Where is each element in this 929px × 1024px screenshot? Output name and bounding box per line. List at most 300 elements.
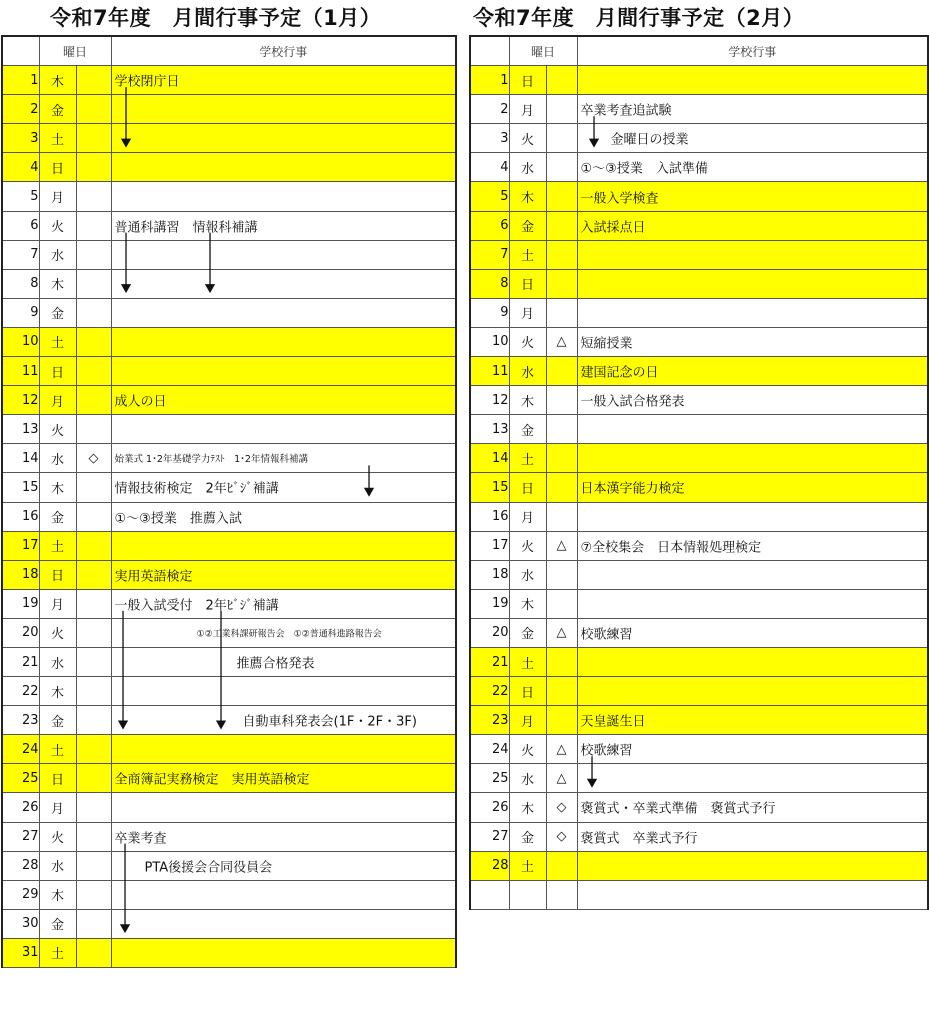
- event-cell: [111, 764, 456, 793]
- table-row: [2, 735, 456, 764]
- day-number: 9: [470, 298, 509, 327]
- weekday-cell: 金: [39, 502, 76, 531]
- day-number: 30: [2, 909, 39, 938]
- day-number: 19: [470, 589, 509, 618]
- mark-cell: [76, 822, 111, 851]
- mark-cell: [546, 706, 577, 735]
- weekday-cell: 土: [39, 327, 76, 356]
- event-text: 建国記念の日: [580, 365, 659, 381]
- day-number: 1: [2, 66, 39, 95]
- event-text: 自動車科発表会(1F・2F・3F): [242, 714, 417, 730]
- event-cell: [111, 706, 456, 735]
- mark-cell: [546, 66, 577, 95]
- event-text: 卒業考査追試験: [580, 103, 672, 119]
- event-cell: [577, 851, 928, 880]
- weekday-cell: 日: [39, 560, 76, 589]
- table-row: [2, 880, 456, 909]
- mark-cell: [546, 851, 577, 880]
- mark-cell: [546, 124, 577, 153]
- table-row: [470, 764, 928, 793]
- event-cell: [111, 909, 456, 938]
- mark-cell: [546, 269, 577, 298]
- day-number: 14: [2, 444, 39, 473]
- day-number: 28: [470, 851, 509, 880]
- table-row: [470, 677, 928, 706]
- weekday-header: 曜日: [39, 36, 111, 66]
- event-cell: [577, 560, 928, 589]
- day-number: 11: [2, 357, 39, 386]
- event-cell: [111, 851, 456, 880]
- event-cell: [577, 327, 928, 356]
- weekday-cell: 水: [509, 560, 546, 589]
- event-cell: [111, 182, 456, 211]
- weekday-cell: 日: [39, 764, 76, 793]
- table-row: [470, 444, 928, 473]
- weekday-cell: 水: [39, 444, 76, 473]
- event-text: ⑦全校集会 日本情報処理検定: [580, 540, 762, 556]
- weekday-cell: 月: [39, 386, 76, 415]
- mark-cell: [76, 706, 111, 735]
- mark-cell: △: [546, 531, 577, 560]
- weekday-cell: 日: [509, 473, 546, 502]
- event-cell: [111, 735, 456, 764]
- table-row: [2, 531, 456, 560]
- mark-cell: [76, 793, 111, 822]
- mark-cell: △: [546, 327, 577, 356]
- event-cell: [577, 735, 928, 764]
- table-row: [470, 327, 928, 356]
- table-row: [470, 560, 928, 589]
- weekday-cell: 月: [39, 589, 76, 618]
- weekday-cell: 日: [39, 153, 76, 182]
- event-text: 一般入学検査: [580, 191, 659, 207]
- event-text: ①～③授業 推薦入試: [114, 511, 242, 527]
- table-row: [2, 473, 456, 502]
- day-number: 12: [470, 386, 509, 415]
- event-cell: [111, 415, 456, 444]
- weekday-cell: [509, 880, 546, 909]
- event-cell: [577, 531, 928, 560]
- table-row: [2, 618, 456, 647]
- weekday-cell: 水: [509, 357, 546, 386]
- table-row: [470, 880, 928, 909]
- day-number: 13: [2, 415, 39, 444]
- day-number: 22: [470, 677, 509, 706]
- day-number: 26: [470, 793, 509, 822]
- table-row: [2, 822, 456, 851]
- mark-cell: [76, 357, 111, 386]
- day-number: 12: [2, 386, 39, 415]
- day-number: 18: [2, 560, 39, 589]
- event-text: 学校閉庁日: [114, 74, 180, 90]
- table-row: [2, 240, 456, 269]
- mark-cell: [546, 473, 577, 502]
- day-number: 1: [470, 66, 509, 95]
- weekday-cell: 火: [39, 415, 76, 444]
- event-cell: [111, 647, 456, 676]
- table-row: [2, 269, 456, 298]
- mark-cell: [76, 153, 111, 182]
- weekday-cell: 月: [509, 298, 546, 327]
- event-cell: [111, 618, 456, 647]
- event-text: 情報技術検定 2年ﾋﾞｼﾞ補講: [114, 481, 279, 497]
- mark-cell: [76, 327, 111, 356]
- event-cell: [577, 211, 928, 240]
- weekday-cell: 土: [39, 531, 76, 560]
- event-cell: [577, 502, 928, 531]
- table-row: [470, 386, 928, 415]
- table-row: [2, 677, 456, 706]
- day-number: 5: [470, 182, 509, 211]
- weekday-cell: 日: [509, 269, 546, 298]
- mark-cell: △: [546, 618, 577, 647]
- mark-cell: [546, 444, 577, 473]
- table-row: [470, 124, 928, 153]
- mark-cell: [546, 240, 577, 269]
- event-cell: [577, 415, 928, 444]
- weekday-cell: 土: [39, 938, 76, 967]
- mark-cell: [76, 211, 111, 240]
- day-number: 10: [470, 327, 509, 356]
- event-cell: [111, 240, 456, 269]
- mark-cell: [76, 735, 111, 764]
- weekday-cell: 木: [39, 269, 76, 298]
- event-cell: [577, 357, 928, 386]
- mark-cell: [76, 880, 111, 909]
- day-number-header: [2, 36, 39, 66]
- mark-cell: [76, 473, 111, 502]
- event-cell: [577, 124, 928, 153]
- event-text: 短縮授業: [580, 336, 633, 352]
- event-cell: [111, 793, 456, 822]
- mark-cell: [546, 211, 577, 240]
- mark-cell: [546, 560, 577, 589]
- day-number: 24: [2, 735, 39, 764]
- weekday-cell: 水: [39, 647, 76, 676]
- mark-cell: [546, 182, 577, 211]
- table-row: [470, 66, 928, 95]
- weekday-cell: 火: [509, 735, 546, 764]
- day-number: 5: [2, 182, 39, 211]
- day-number: 7: [470, 240, 509, 269]
- event-text: 入試採点日: [580, 220, 646, 236]
- weekday-cell: 火: [39, 822, 76, 851]
- table-row: [2, 211, 456, 240]
- mark-cell: [546, 880, 577, 909]
- event-text: 始業式 1･2年基礎学力ﾃｽﾄ 1･2年情報科補講: [114, 454, 308, 466]
- table-row: [2, 589, 456, 618]
- event-cell: [111, 589, 456, 618]
- event-cell: [111, 677, 456, 706]
- weekday-cell: 木: [509, 793, 546, 822]
- table-row: [2, 153, 456, 182]
- table-row: [470, 502, 928, 531]
- event-text: 褒賞式・卒業式準備 褒賞式予行: [580, 801, 776, 817]
- event-cell: [111, 531, 456, 560]
- weekday-cell: 金: [39, 298, 76, 327]
- event-cell: [111, 95, 456, 124]
- day-number: 4: [470, 153, 509, 182]
- table-row: [2, 298, 456, 327]
- table-row: [470, 153, 928, 182]
- table-row: [2, 327, 456, 356]
- day-number: 13: [470, 415, 509, 444]
- day-number: 28: [2, 851, 39, 880]
- weekday-cell: 金: [509, 211, 546, 240]
- event-cell: [577, 764, 928, 793]
- table-row: [470, 793, 928, 822]
- event-text: 金曜日の授業: [610, 132, 689, 148]
- mark-cell: [76, 415, 111, 444]
- mark-cell: [76, 618, 111, 647]
- day-number-header: [470, 36, 509, 66]
- event-cell: [577, 95, 928, 124]
- event-text: 全商簿記実務検定 実用英語検定: [114, 772, 310, 788]
- weekday-cell: 金: [39, 95, 76, 124]
- mark-cell: ◇: [76, 444, 111, 473]
- mark-cell: [76, 560, 111, 589]
- mark-cell: [546, 415, 577, 444]
- table-row: [470, 95, 928, 124]
- table-row: [2, 95, 456, 124]
- weekday-cell: 月: [509, 706, 546, 735]
- event-cell: [111, 124, 456, 153]
- mark-cell: [546, 502, 577, 531]
- mark-cell: [76, 531, 111, 560]
- table-row: [2, 647, 456, 676]
- mark-cell: [546, 647, 577, 676]
- event-cell: [111, 269, 456, 298]
- event-cell: [577, 269, 928, 298]
- mark-cell: [76, 851, 111, 880]
- event-cell: [111, 211, 456, 240]
- event-text: 一般入試受付 2年ﾋﾞｼﾞ補講: [114, 598, 279, 614]
- event-text: 日本漢字能力検定: [580, 481, 685, 497]
- event-cell: [111, 938, 456, 967]
- mark-cell: [76, 909, 111, 938]
- weekday-header: 曜日: [509, 36, 577, 66]
- day-number: 6: [470, 211, 509, 240]
- weekday-cell: 金: [509, 618, 546, 647]
- table-row: [470, 735, 928, 764]
- weekday-cell: 月: [39, 182, 76, 211]
- mark-cell: [76, 589, 111, 618]
- day-number: 23: [470, 706, 509, 735]
- table-row: [2, 560, 456, 589]
- table-row: [470, 531, 928, 560]
- weekday-cell: 木: [509, 386, 546, 415]
- weekday-cell: 水: [39, 240, 76, 269]
- january-title: 令和7年度 月間行事予定（1月）: [50, 6, 382, 30]
- weekday-cell: 日: [509, 66, 546, 95]
- day-number: 27: [470, 822, 509, 851]
- weekday-cell: 日: [509, 677, 546, 706]
- event-text: ①～③授業 入試準備: [580, 161, 708, 177]
- event-text: PTA後援会合同役員会: [144, 860, 273, 876]
- mark-cell: [76, 677, 111, 706]
- weekday-cell: 金: [39, 909, 76, 938]
- event-cell: [577, 618, 928, 647]
- weekday-cell: 火: [509, 327, 546, 356]
- event-text: 卒業考査: [114, 831, 167, 847]
- events-header: 学校行事: [577, 36, 928, 66]
- event-text: 天皇誕生日: [580, 714, 646, 730]
- event-cell: [111, 822, 456, 851]
- table-row: [470, 706, 928, 735]
- weekday-cell: 木: [509, 182, 546, 211]
- weekday-cell: 木: [39, 66, 76, 95]
- event-cell: [111, 153, 456, 182]
- mark-cell: [546, 153, 577, 182]
- table-row: [2, 706, 456, 735]
- day-number: 2: [2, 95, 39, 124]
- table-row: [2, 357, 456, 386]
- table-row: [470, 211, 928, 240]
- weekday-cell: 月: [39, 793, 76, 822]
- table-row: [470, 182, 928, 211]
- event-cell: [111, 327, 456, 356]
- weekday-cell: 日: [39, 357, 76, 386]
- event-text: 校歌練習: [580, 743, 633, 759]
- day-number: 4: [2, 153, 39, 182]
- event-cell: [577, 298, 928, 327]
- table-row: [2, 909, 456, 938]
- mark-cell: [546, 386, 577, 415]
- weekday-cell: 火: [509, 124, 546, 153]
- day-number: 16: [2, 502, 39, 531]
- table-row: [2, 793, 456, 822]
- event-cell: [111, 880, 456, 909]
- weekday-cell: 土: [39, 124, 76, 153]
- mark-cell: [76, 95, 111, 124]
- mark-cell: [76, 240, 111, 269]
- day-number: 22: [2, 677, 39, 706]
- event-cell: [577, 880, 928, 909]
- mark-cell: △: [546, 735, 577, 764]
- february-schedule-table: [469, 35, 929, 910]
- day-number: 17: [2, 531, 39, 560]
- mark-cell: [76, 386, 111, 415]
- day-number: 7: [2, 240, 39, 269]
- table-row: [470, 589, 928, 618]
- day-number: 21: [2, 647, 39, 676]
- table-row: [2, 124, 456, 153]
- event-text: 普通科講習 情報科補講: [114, 220, 258, 236]
- table-row: [2, 386, 456, 415]
- event-text: 一般入試合格発表: [580, 394, 685, 410]
- table-row: [470, 298, 928, 327]
- mark-cell: [546, 677, 577, 706]
- table-row: [2, 851, 456, 880]
- mark-cell: [76, 298, 111, 327]
- day-number: 26: [2, 793, 39, 822]
- table-row: [2, 938, 456, 967]
- event-text: ①②工業科課研報告会 ①②普通科進路報告会: [196, 629, 382, 640]
- event-cell: [111, 386, 456, 415]
- event-cell: [577, 822, 928, 851]
- weekday-cell: 火: [39, 618, 76, 647]
- table-row: [470, 473, 928, 502]
- weekday-cell: 土: [509, 444, 546, 473]
- day-number: 20: [470, 618, 509, 647]
- day-number: 2: [470, 95, 509, 124]
- event-cell: [111, 502, 456, 531]
- day-number: 11: [470, 357, 509, 386]
- event-cell: [577, 444, 928, 473]
- day-number: [470, 880, 509, 909]
- weekday-cell: 土: [509, 647, 546, 676]
- table-row: [470, 357, 928, 386]
- day-number: 15: [470, 473, 509, 502]
- day-number: 25: [470, 764, 509, 793]
- day-number: 6: [2, 211, 39, 240]
- weekday-cell: 木: [39, 473, 76, 502]
- table-row: [470, 269, 928, 298]
- day-number: 14: [470, 444, 509, 473]
- event-cell: [577, 386, 928, 415]
- weekday-cell: 金: [509, 415, 546, 444]
- weekday-cell: 木: [509, 589, 546, 618]
- event-cell: [111, 560, 456, 589]
- event-cell: [577, 677, 928, 706]
- february-title: 令和7年度 月間行事予定（2月）: [473, 6, 805, 30]
- event-cell: [577, 66, 928, 95]
- table-row: [470, 618, 928, 647]
- table-row: [470, 822, 928, 851]
- mark-cell: [546, 357, 577, 386]
- day-number: 8: [470, 269, 509, 298]
- mark-cell: [76, 182, 111, 211]
- table-row: [470, 647, 928, 676]
- mark-cell: ◇: [546, 793, 577, 822]
- event-cell: [577, 182, 928, 211]
- mark-cell: [76, 502, 111, 531]
- table-row: [2, 415, 456, 444]
- day-number: 27: [2, 822, 39, 851]
- weekday-cell: 木: [39, 880, 76, 909]
- event-text: 成人の日: [114, 394, 167, 410]
- day-number: 3: [470, 124, 509, 153]
- event-cell: [111, 444, 456, 473]
- mark-cell: [546, 298, 577, 327]
- weekday-cell: 火: [39, 211, 76, 240]
- weekday-cell: 火: [509, 531, 546, 560]
- weekday-cell: 土: [509, 240, 546, 269]
- event-cell: [577, 473, 928, 502]
- mark-cell: [546, 95, 577, 124]
- table-row: [2, 182, 456, 211]
- mark-cell: [76, 764, 111, 793]
- day-number: 9: [2, 298, 39, 327]
- event-cell: [577, 793, 928, 822]
- table-row: [2, 66, 456, 95]
- weekday-cell: 金: [509, 822, 546, 851]
- day-number: 3: [2, 124, 39, 153]
- events-header: 学校行事: [111, 36, 456, 66]
- weekday-cell: 土: [509, 851, 546, 880]
- day-number: 19: [2, 589, 39, 618]
- day-number: 10: [2, 327, 39, 356]
- weekday-cell: 土: [39, 735, 76, 764]
- mark-cell: [76, 269, 111, 298]
- day-number: 16: [470, 502, 509, 531]
- table-row: [470, 851, 928, 880]
- day-number: 17: [470, 531, 509, 560]
- event-cell: [577, 589, 928, 618]
- event-text: 校歌練習: [580, 627, 633, 643]
- table-row: [2, 764, 456, 793]
- day-number: 31: [2, 938, 39, 967]
